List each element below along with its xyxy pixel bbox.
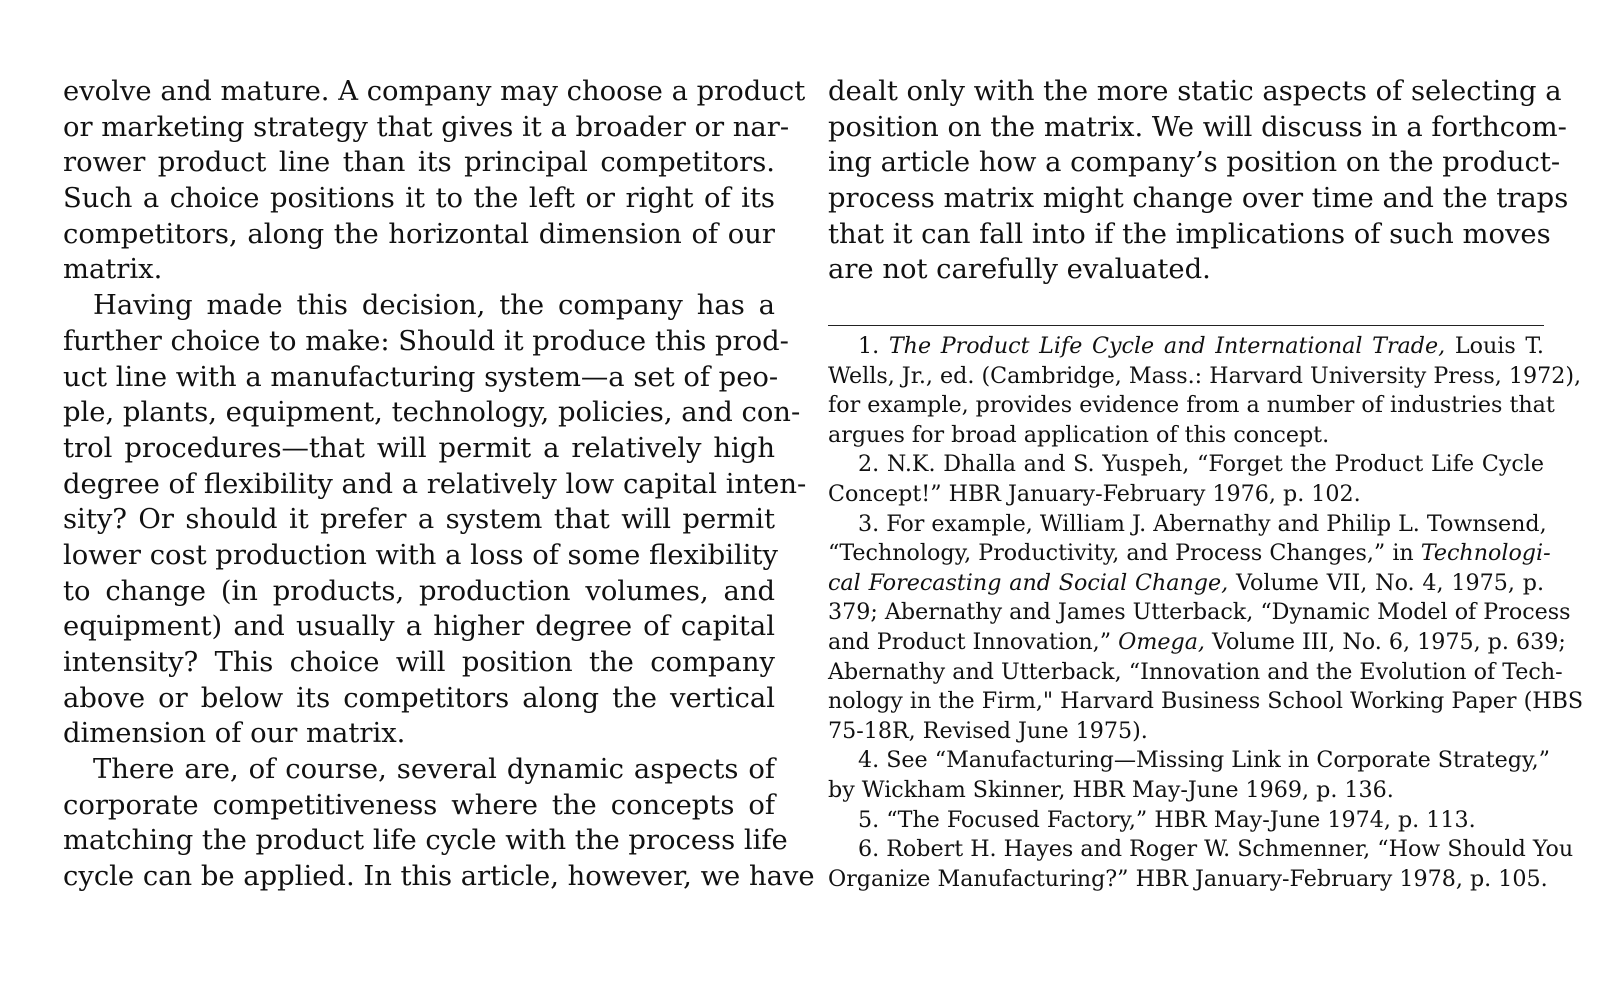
footnote-line: by Wickham Skinner, HBR May-June 1969, p. 136.	[828, 776, 1394, 803]
footnote-text: Louis T.	[1454, 333, 1544, 359]
journal-title: cal Forecasting and Social Change,	[828, 569, 1229, 596]
footnote-line: 4. See “Manufacturing—Missing Link in Corporate Strategy,”	[858, 747, 1550, 774]
text-line: dealt only with the more static aspects of selecting a	[828, 76, 1562, 107]
footnote-line: 2. N.K. Dhalla and S. Yuspeh, “Forget the Product Life Cycle	[858, 451, 1544, 478]
text-line: cycle can be applied. In this article, however, we have	[63, 861, 815, 893]
footnote-1	[828, 332, 1582, 450]
footnote-text: and Product Innovation,”	[828, 628, 1112, 655]
text-line: uct line with a manufacturing system—a set of peo-	[63, 361, 779, 393]
right-text-column	[828, 74, 1569, 288]
footnote-divider	[828, 325, 1544, 326]
footnote-line: Organize Manufacturing?” HBR January-February 1978, p. 105.	[828, 865, 1548, 892]
journal-title: Omega,	[1118, 628, 1205, 655]
text-line: further choice to make: Should it produce this prod-	[63, 325, 789, 357]
paragraph-4	[828, 74, 1569, 288]
footnote-line	[828, 332, 1544, 362]
footnote-line: Concept!” HBR January-February 1976, p. 102.	[828, 480, 1361, 507]
text-line: ing article how a company’s position on the product-	[828, 147, 1561, 179]
footnote-number: 1.	[858, 333, 880, 359]
footnote-line: Abernathy and Utterback, “Innovation and the Evolution of Tech-	[828, 658, 1563, 685]
footnote-2	[828, 450, 1544, 509]
footnote-line	[828, 539, 1551, 569]
footnote-line	[828, 569, 1544, 599]
left-text-column	[63, 74, 815, 895]
paragraph-2	[63, 288, 807, 752]
text-line: degree of flexibility and a relatively low capital inten-	[63, 468, 807, 500]
footnote-line: nology in the Firm," Harvard Business School Working Paper (HBS	[828, 688, 1584, 715]
footnote-line: Wells, Jr., ed. (Cambridge, Mass.: Harvard University Press, 1972),	[828, 362, 1582, 389]
text-line: corporate competitiveness where the concepts of	[63, 789, 775, 821]
footnote-3	[828, 510, 1584, 747]
text-line: lower cost production with a loss of some flexibility	[63, 539, 778, 571]
footnotes	[828, 332, 1584, 894]
text-line: Having made this decision, the company has a	[93, 290, 775, 322]
footnote-line: argues for broad application of this concept.	[828, 421, 1330, 448]
text-line: equipment) and usually a higher degree of capital	[63, 611, 775, 643]
text-line: competitors, along the horizontal dimension of our	[63, 218, 775, 250]
text-line: matrix.	[63, 254, 163, 286]
text-line: sity? Or should it prefer a system that will permit	[63, 504, 775, 536]
footnote-line	[828, 628, 1566, 658]
text-line: ple, plants, equipment, technology, policies, and con-	[63, 397, 801, 429]
text-line: to change (in products, production volumes, and	[63, 575, 775, 607]
footnote-5	[828, 806, 1544, 836]
text-line: rower product line than its principal competitors.	[63, 147, 775, 179]
text-line: dimension of our matrix.	[63, 718, 406, 750]
footnote-text: Volume III, No. 6, 1975, p. 639;	[1212, 628, 1566, 655]
footnote-line: 379; Abernathy and James Utterback, “Dynamic Model of Process	[828, 599, 1571, 626]
paragraph-1	[63, 74, 806, 288]
footnote-text: Volume VII, No. 4, 1975, p.	[1236, 569, 1544, 596]
text-line: evolve and mature. A company may choose a product	[63, 76, 806, 107]
text-line: that it can fall into if the implications of such moves	[828, 218, 1551, 250]
text-line: Such a choice positions it to the left or right of its	[63, 183, 775, 215]
journal-title: Technologi-	[1420, 540, 1551, 567]
text-line: intensity? This choice will position the company	[63, 647, 775, 678]
text-line: matching the product life cycle with the process life	[63, 825, 788, 857]
footnote-line: 6. Robert H. Hayes and Roger W. Schmenner, “How Should You	[858, 836, 1574, 863]
text-line: or marketing strategy that gives it a broader or nar-	[63, 111, 790, 143]
text-line: trol procedures—that will permit a relatively high	[63, 432, 775, 464]
footnote-6	[828, 835, 1574, 894]
text-line: process matrix might change over time and the traps	[828, 183, 1569, 215]
footnote-4	[828, 746, 1550, 805]
text-line: There are, of course, several dynamic aspects of	[93, 754, 775, 786]
footnote-line: 3. For example, William J. Abernathy and Philip L. Townsend,	[858, 510, 1547, 537]
book-title: The Product Life Cycle and International Trade,	[888, 333, 1446, 359]
text-line: are not carefully evaluated.	[828, 254, 1211, 286]
footnote-text: “Technology, Productivity, and Process Changes,” in	[828, 540, 1414, 567]
text-line: position on the matrix. We will discuss in a forthcom-	[828, 111, 1567, 143]
paragraph-3	[63, 752, 815, 895]
text-line: above or below its competitors along the vertical	[63, 682, 775, 714]
footnote-line: 5. “The Focused Factory,” HBR May-June 1974, p. 113.	[858, 806, 1476, 833]
footnote-line: 75-18R, Revised June 1975).	[828, 717, 1148, 744]
footnote-line: for example, provides evidence from a number of industries that	[828, 392, 1555, 419]
